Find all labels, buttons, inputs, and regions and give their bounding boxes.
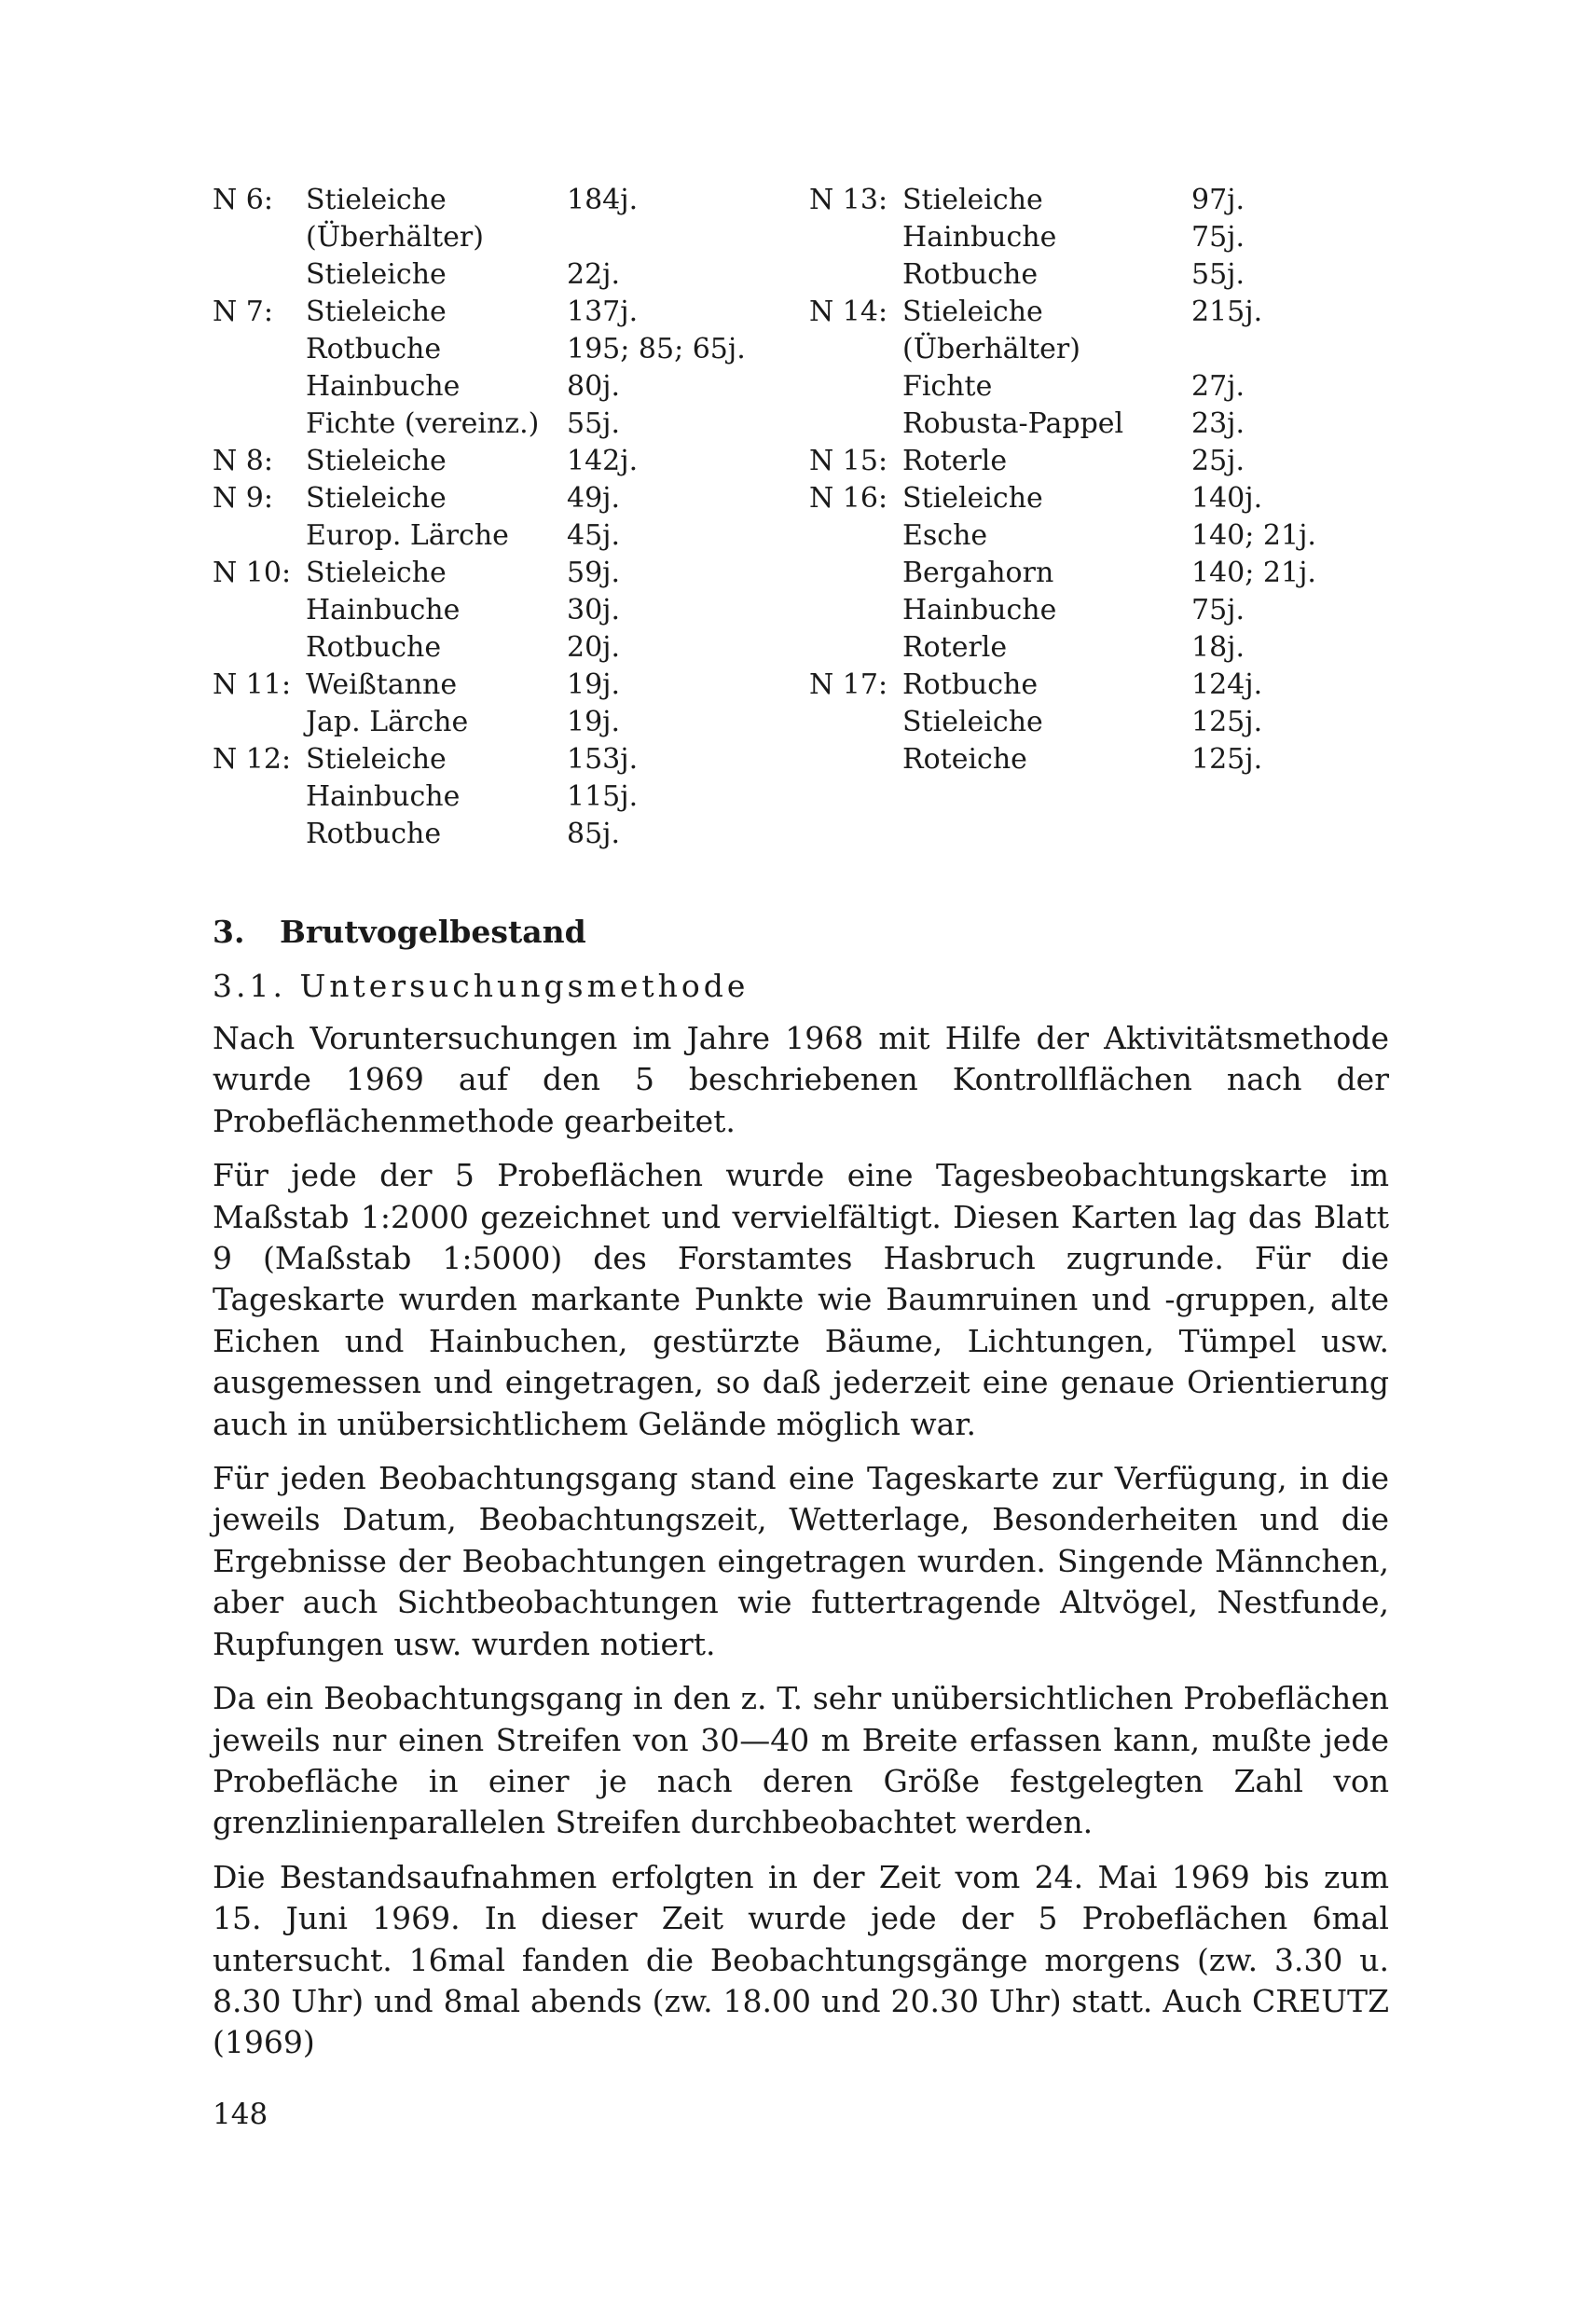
age-cell: 55j.: [567, 407, 621, 440]
species-cell: Rotbuche: [306, 333, 442, 365]
species-cell: Stieleiche: [306, 296, 447, 328]
table-row: [809, 741, 1387, 778]
species-cell: (Überhälter): [902, 333, 1080, 365]
table-row: [809, 517, 1387, 555]
tree-table-left-column: [213, 182, 791, 853]
table-row: [809, 667, 1387, 704]
table-row: [213, 778, 791, 816]
plot-label: N 14:: [809, 296, 888, 328]
species-cell: Stieleiche: [902, 296, 1043, 328]
table-row: [213, 219, 791, 256]
age-cell: 184j.: [567, 184, 639, 216]
age-cell: 55j.: [1191, 258, 1245, 291]
age-cell: 59j.: [567, 557, 621, 589]
table-row: [213, 443, 791, 480]
age-cell: 125j.: [1191, 743, 1263, 776]
body-text: [213, 1018, 1389, 2077]
table-row: [213, 256, 791, 294]
species-cell: Europ. Lärche: [306, 519, 509, 552]
species-cell: Roteiche: [902, 743, 1027, 776]
age-cell: 20j.: [567, 631, 621, 664]
table-row: [809, 406, 1387, 443]
plot-label: N 13:: [809, 184, 888, 216]
table-row: [809, 443, 1387, 480]
age-cell: 140; 21j.: [1191, 519, 1316, 552]
age-cell: 115j.: [567, 780, 639, 813]
species-cell: Rotbuche: [902, 258, 1039, 291]
table-row: [809, 368, 1387, 406]
age-cell: 124j.: [1191, 668, 1263, 701]
species-cell: Stieleiche: [306, 258, 447, 291]
species-cell: Rotbuche: [306, 631, 442, 664]
table-row: [809, 294, 1387, 331]
table-row: [809, 182, 1387, 219]
section-number: 3.: [213, 914, 245, 950]
paragraph: Da ein Beobachtungsgang in den z. T. sehr unübersichtlichen Probeflächen jeweils nur einen Streifen von 30—40 m Breite erfassen kann, mußte jede Probefläche in einer je nach deren Größe festgelegten Zahl von grenzlinienparallelen Streifen durchbeobachtet werden.: [213, 1680, 1389, 1841]
age-cell: 75j.: [1191, 221, 1245, 254]
species-cell: Stieleiche: [902, 482, 1043, 515]
species-cell: Bergahorn: [902, 557, 1054, 589]
age-cell: 23j.: [1191, 407, 1245, 440]
plot-label: N 9:: [213, 482, 273, 515]
age-cell: 75j.: [1191, 594, 1245, 626]
age-cell: 137j.: [567, 296, 639, 328]
age-cell: 45j.: [567, 519, 621, 552]
plot-label: N 11:: [213, 668, 292, 701]
age-cell: 27j.: [1191, 370, 1245, 403]
table-row: [213, 480, 791, 517]
table-row: [809, 219, 1387, 256]
species-cell: Esche: [902, 519, 988, 552]
plot-label: N 16:: [809, 482, 888, 515]
plot-label: N 15:: [809, 445, 888, 477]
age-cell: 153j.: [567, 743, 639, 776]
age-cell: 30j.: [567, 594, 621, 626]
species-cell: Hainbuche: [306, 370, 461, 403]
species-cell: Fichte (vereinz.): [306, 407, 540, 440]
age-cell: 18j.: [1191, 631, 1245, 664]
paragraph: Die Bestandsaufnahmen erfolgten in der Zeit vom 24. Mai 1969 bis zum 15. Juni 1969. In dieser Zeit wurde jede der 5 Probeflächen 6mal untersucht. 16mal fanden die Beobachtungsgänge morgens (zw. 3.30 u. 8.30 Uhr) und 8mal abends (zw. 18.00 und 20.30 Uhr) statt. Auch CREUTZ (1969): [213, 1858, 1389, 2061]
age-cell: 125j.: [1191, 706, 1263, 738]
species-cell: Hainbuche: [902, 221, 1057, 254]
tree-table-right-column: [809, 182, 1387, 778]
table-row: [213, 517, 791, 555]
table-row: [213, 629, 791, 667]
species-cell: Hainbuche: [306, 594, 461, 626]
subsection-heading: 3.1. Untersuchungsmethode: [213, 968, 750, 1004]
table-row: [809, 704, 1387, 741]
age-cell: 85j.: [567, 818, 621, 850]
species-cell: Robusta-Pappel: [902, 407, 1124, 440]
age-cell: 80j.: [567, 370, 621, 403]
table-row: [809, 480, 1387, 517]
plot-label: N 12:: [213, 743, 292, 776]
species-cell: Weißtanne: [306, 668, 458, 701]
age-cell: 97j.: [1191, 184, 1245, 216]
species-cell: Rotbuche: [306, 818, 442, 850]
table-row: [213, 555, 791, 592]
table-row: [809, 555, 1387, 592]
plot-label: N 17:: [809, 668, 888, 701]
plot-label: N 10:: [213, 557, 292, 589]
species-cell: Hainbuche: [902, 594, 1057, 626]
species-cell: Jap. Lärche: [306, 706, 469, 738]
table-row: [213, 667, 791, 704]
table-row: [213, 592, 791, 629]
table-row: [809, 331, 1387, 368]
species-cell: (Überhälter): [306, 221, 484, 254]
age-cell: 19j.: [567, 668, 621, 701]
paragraph: Nach Voruntersuchungen im Jahre 1968 mit Hilfe der Aktivitätsmethode wurde 1969 auf den 5 beschriebenen Kontrollflächen nach der Probeflächenmethode gearbeitet.: [213, 1020, 1389, 1139]
species-cell: Stieleiche: [306, 743, 447, 776]
age-cell: 215j.: [1191, 296, 1263, 328]
species-cell: Rotbuche: [902, 668, 1039, 701]
table-row: [213, 331, 791, 368]
age-cell: 195; 85; 65j.: [567, 333, 746, 365]
species-cell: Roterle: [902, 445, 1008, 477]
section-title: Brutvogelbestand: [280, 914, 586, 950]
paragraph: Für jede der 5 Probeflächen wurde eine Tagesbeobachtungskarte im Maßstab 1:2000 gezeichnet und vervielfältigt. Diesen Karten lag das Blatt 9 (Maßstab 1:5000) des Forstamtes Hasbruch zugrunde. Für die Tageskarte wurden markante Punkte wie Baumruinen und -gruppen, alte Eichen und Hainbuchen, gestürzte Bäume, Lichtungen, Tümpel usw. ausgemessen und eingetragen, so daß jederzeit eine genaue Orientierung auch in unübersichtlichem Gelände möglich war.: [213, 1157, 1389, 1442]
species-cell: Roterle: [902, 631, 1008, 664]
age-cell: 25j.: [1191, 445, 1245, 477]
plot-label: N 6:: [213, 184, 273, 216]
age-cell: 49j.: [567, 482, 621, 515]
table-row: [213, 406, 791, 443]
page-number: 148: [213, 2098, 268, 2131]
section-heading: [213, 912, 586, 953]
age-cell: 22j.: [567, 258, 621, 291]
paragraph: Für jeden Beobachtungsgang stand eine Tageskarte zur Verfügung, in die jeweils Datum, Beobachtungszeit, Wetterlage, Besonderheiten und die Ergebnisse der Beobachtungen eingetragen wurden. Singende Männchen, aber auch Sichtbeobachtungen wie futtertragende Altvögel, Nestfunde, Rupfungen usw. wurden notiert.: [213, 1460, 1389, 1662]
age-cell: 140; 21j.: [1191, 557, 1316, 589]
age-cell: 142j.: [567, 445, 639, 477]
age-cell: 19j.: [567, 706, 621, 738]
species-cell: Stieleiche: [902, 184, 1043, 216]
table-row: [213, 704, 791, 741]
table-row: [809, 592, 1387, 629]
plot-label: N 7:: [213, 296, 273, 328]
table-row: [809, 256, 1387, 294]
species-cell: Stieleiche: [306, 557, 447, 589]
plot-label: N 8:: [213, 445, 273, 477]
table-row: [213, 182, 791, 219]
species-cell: Stieleiche: [306, 482, 447, 515]
age-cell: 140j.: [1191, 482, 1263, 515]
table-row: [809, 629, 1387, 667]
table-row: [213, 741, 791, 778]
table-row: [213, 294, 791, 331]
table-row: [213, 368, 791, 406]
species-cell: Hainbuche: [306, 780, 461, 813]
species-cell: Fichte: [902, 370, 993, 403]
species-cell: Stieleiche: [306, 184, 447, 216]
species-cell: Stieleiche: [306, 445, 447, 477]
table-row: [213, 816, 791, 853]
species-cell: Stieleiche: [902, 706, 1043, 738]
